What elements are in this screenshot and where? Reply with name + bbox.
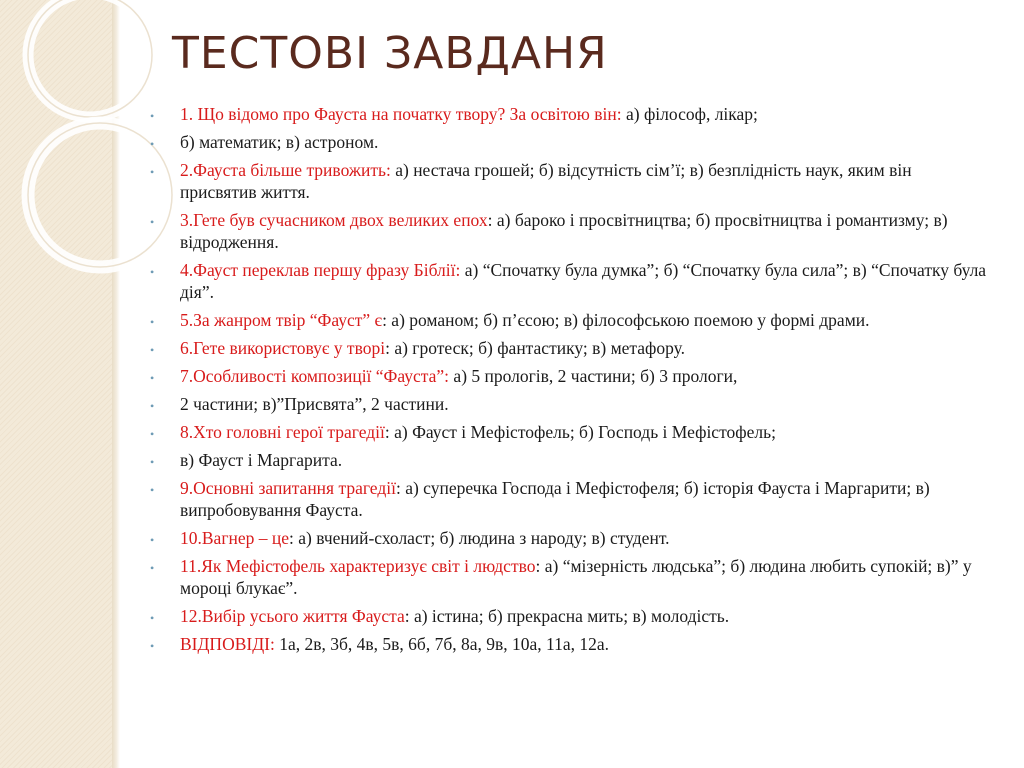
question-list xyxy=(150,103,990,655)
bullet-icon: • xyxy=(150,137,155,151)
question-list-container xyxy=(150,103,990,661)
list-item xyxy=(150,159,990,203)
bullet-icon: • xyxy=(150,533,155,547)
question-text: 1. Що відомо про Фауста на початку твору? За освітою він: xyxy=(180,104,622,124)
question-text: ВІДПОВІДІ: xyxy=(180,634,275,654)
answer-options: а) 5 прологів, 2 частини; б) 3 прологи, xyxy=(449,366,738,386)
answer-options: а) нестача грошей; б) відсутність сім’ї; в) безплідність наук, яким він присвятив життя. xyxy=(180,160,912,202)
list-item xyxy=(150,131,990,153)
answer-options: 2 частини; в)”Присвята”, 2 частини. xyxy=(180,394,449,414)
list-item xyxy=(150,477,990,521)
question-text: 9.Основні запитання трагедії xyxy=(180,478,396,498)
list-item xyxy=(150,209,990,253)
bullet-icon: • xyxy=(150,427,155,441)
bullet-icon: • xyxy=(150,561,155,575)
answer-options: : а) “мізерність людська”; б) людина любить супокій; в)” у мороці блукає”. xyxy=(180,556,972,598)
bullet-icon: • xyxy=(150,265,155,279)
list-item xyxy=(150,421,990,443)
answer-options: : а) романом; б) п’єсою; в) філософською поемою у формі драми. xyxy=(382,310,870,330)
answer-options: б) математик; в) астроном. xyxy=(180,132,379,152)
answer-options: а) “Спочатку була думка”; б) “Спочатку була сила”; в) “Спочатку була дія”. xyxy=(180,260,987,302)
question-text: 8.Хто головні герої трагедії xyxy=(180,422,385,442)
answer-options: : а) Фауст і Мефістофель; б) Господь і Мефістофель; xyxy=(384,422,776,442)
list-item xyxy=(150,605,990,627)
question-text: 3.Гете був сучасником двох великих епох xyxy=(180,210,488,230)
question-text: 5.За жанром твір “Фауст” є xyxy=(180,310,383,330)
bullet-icon: • xyxy=(150,165,155,179)
list-item xyxy=(150,103,990,125)
list-item xyxy=(150,309,990,331)
question-text: 12.Вибір усього життя Фауста xyxy=(180,606,405,626)
answer-options: : а) суперечка Господа і Мефістофеля; б) історія Фауста і Маргарити; в) випробовування Фауста. xyxy=(180,478,930,520)
bullet-icon: • xyxy=(150,483,155,497)
question-text: 6.Гете використовує у творі xyxy=(180,338,386,358)
answer-options: : а) гротеск; б) фантастику; в) метафору. xyxy=(385,338,686,358)
slide-title: ТЕСТОВІ ЗАВДАНЯ xyxy=(172,28,608,79)
answer-options: в) Фауст і Маргарита. xyxy=(180,450,343,470)
answer-options: : а) вчений-схоласт; б) людина з народу; в) студент. xyxy=(289,528,670,548)
answer-options: 1а, 2в, 3б, 4в, 5в, 6б, 7б, 8а, 9в, 10а, 11а, 12а. xyxy=(274,634,610,654)
list-item xyxy=(150,449,990,471)
question-text: 10.Вагнер – це xyxy=(180,528,290,548)
bullet-icon: • xyxy=(150,109,155,123)
answer-options: : а) істина; б) прекрасна мить; в) молодість. xyxy=(404,606,730,626)
bullet-icon: • xyxy=(150,343,155,357)
bullet-icon: • xyxy=(150,611,155,625)
bullet-icon: • xyxy=(150,371,155,385)
bullet-icon: • xyxy=(150,315,155,329)
bullet-icon: • xyxy=(150,215,155,229)
list-item xyxy=(150,555,990,599)
bullet-icon: • xyxy=(150,639,155,653)
answer-options: : а) бароко і просвітництва; б) просвітництва і романтизму; в) відродження. xyxy=(180,210,948,252)
bullet-icon: • xyxy=(150,455,155,469)
question-text: 4.Фауст переклав першу фразу Біблії: xyxy=(180,260,461,280)
list-item xyxy=(150,633,990,655)
list-item xyxy=(150,259,990,303)
list-item xyxy=(150,393,990,415)
list-item xyxy=(150,337,990,359)
question-text: 7.Особливості композиції “Фауста”: xyxy=(180,366,450,386)
question-text: 11.Як Мефістофель характеризує світ і людство xyxy=(180,556,536,576)
list-item xyxy=(150,365,990,387)
list-item xyxy=(150,527,990,549)
question-text: 2.Фауста більше тривожить: xyxy=(180,160,391,180)
bullet-icon: • xyxy=(150,399,155,413)
answer-options: а) філософ, лікар; xyxy=(621,104,758,124)
